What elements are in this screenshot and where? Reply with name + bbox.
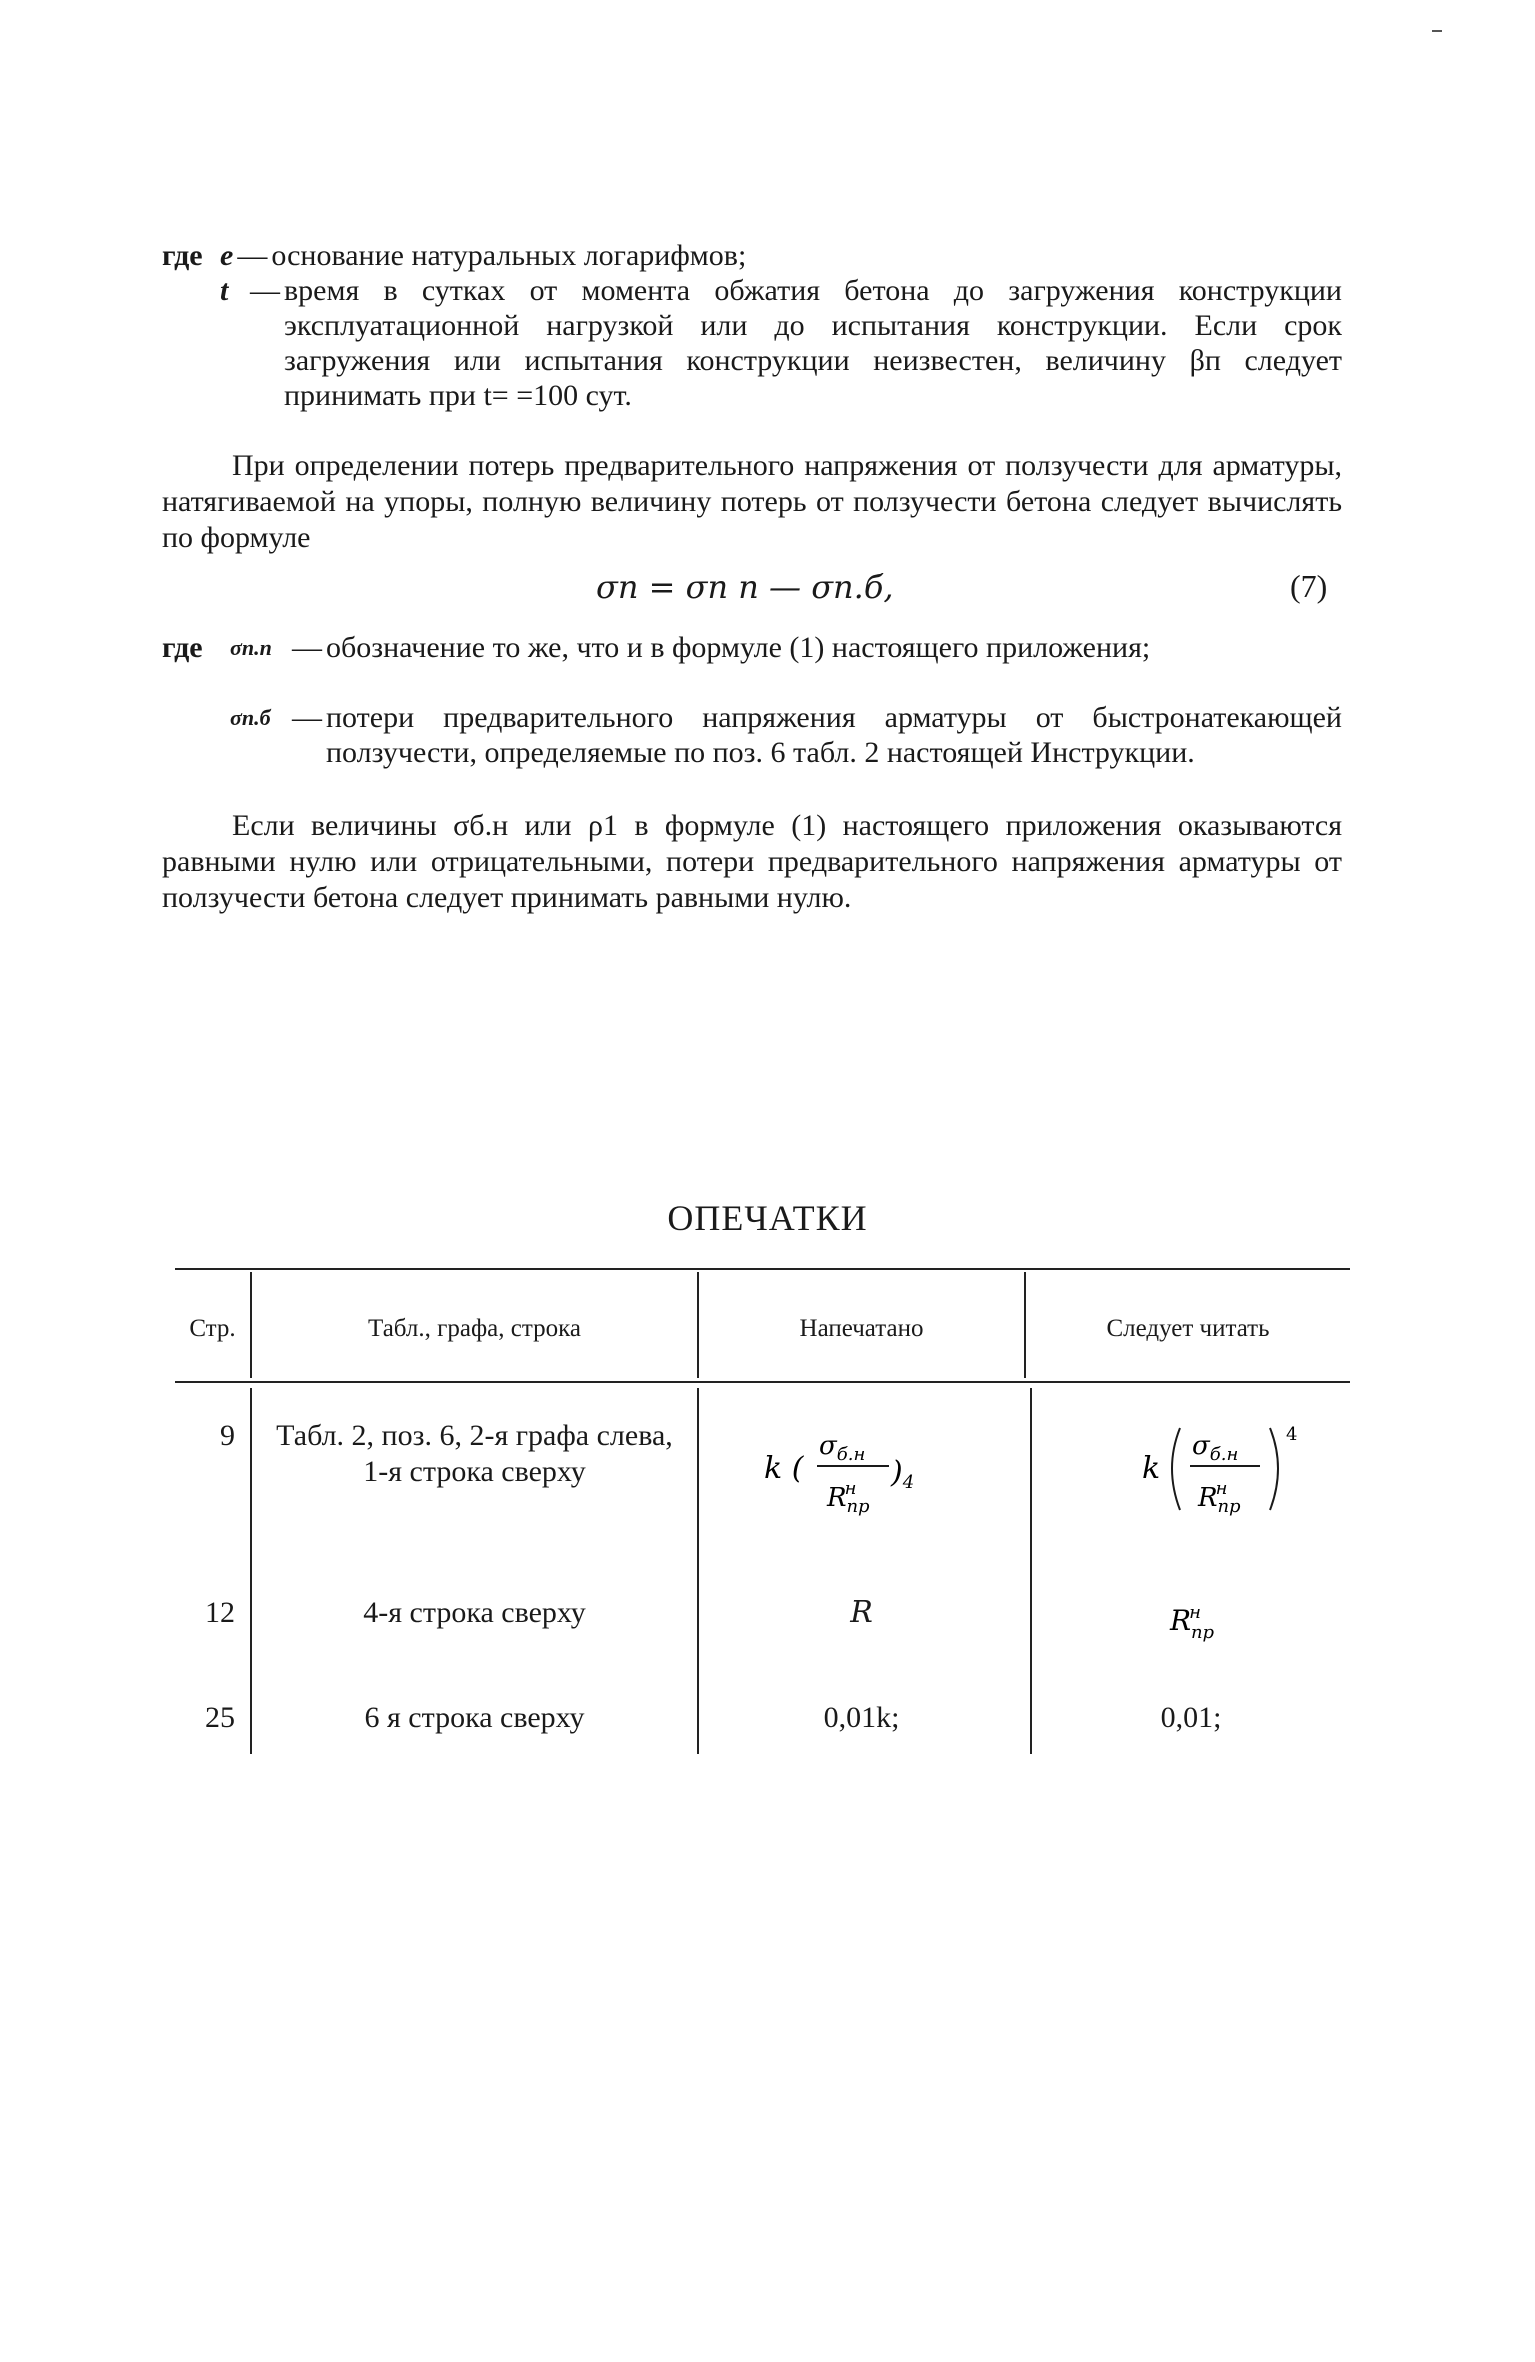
errata-title: ОПЕЧАТКИ xyxy=(667,1198,868,1238)
symbol-e: e xyxy=(220,239,234,272)
where-lead: где xyxy=(162,239,203,272)
header-page: Стр. xyxy=(189,1315,236,1342)
row-page: 25 xyxy=(205,1701,235,1734)
should-read-formula-drawing xyxy=(1032,1410,1350,1530)
where-e-definition xyxy=(162,238,1342,273)
row-printed-formula xyxy=(699,1410,1024,1530)
where-t-definition xyxy=(220,273,1342,413)
row-printed: R xyxy=(850,1595,873,1630)
printed-formula-drawing xyxy=(699,1410,1024,1530)
definition-text: время в сутках от момента обжатия бетона до загружения конструкции эксплуатационной нагрузкой или до испытания конструкции. Если срок загружения или испытания конструкции неизвестен, величину βп следует принимать при t= =100 сут. xyxy=(284,274,1342,412)
corner-mark xyxy=(1432,30,1442,32)
svg-text:k: k xyxy=(1142,1451,1161,1486)
symbol-t: t xyxy=(220,274,229,307)
row-should-read-formula xyxy=(1032,1410,1350,1530)
should-read-r-drawing xyxy=(1032,1588,1350,1648)
paragraph-zero-losses: Если величины σб.н или ρ1 в формуле (1) настоящего приложения оказываются равными нулю или отрицательными, потери предварительного напряжения арматуры от ползучести бетона следует принимать равными нулю. xyxy=(162,809,1342,914)
row-page: 12 xyxy=(205,1596,235,1629)
svg-text:k (: k ( xyxy=(764,1451,804,1486)
table-top-rule xyxy=(175,1268,1350,1270)
header-printed: Напечатано xyxy=(799,1315,924,1342)
row-location: 6 я строка сверху xyxy=(364,1701,585,1734)
definition-text: обозначение то же, что и в формуле (1) настоящего приложения; xyxy=(326,631,1151,664)
svg-text:σб.н: $\sigma_{б.н}$ xyxy=(819,1431,866,1465)
definition-text: основание натуральных логарифмов; xyxy=(271,239,747,272)
svg-text:4: 4 xyxy=(1286,1424,1298,1445)
row-page: 9 xyxy=(220,1419,235,1452)
header-should-read: Следует читать xyxy=(1106,1315,1270,1342)
row-printed: 0,01k; xyxy=(823,1701,900,1734)
svg-text:)4: )$_4$ xyxy=(891,1455,915,1493)
symbol-sigma-pb: σп.б xyxy=(230,705,271,730)
row-location: 4-я строка сверху xyxy=(363,1596,586,1629)
symbol-sigma-pp: σп.п xyxy=(230,635,272,660)
definition-text: потери предварительного напряжения арматуры от быстронатекающей ползучести, определяемые по поз. 6 табл. 2 настоящей Инструкции. xyxy=(326,701,1342,769)
dash: — xyxy=(237,239,268,272)
svg-text:Rнпр: Rн пр xyxy=(1170,1602,1215,1643)
dash: — xyxy=(292,631,322,664)
where-sigma-pp xyxy=(162,630,1342,665)
column-divider xyxy=(250,1388,252,1754)
svg-text:Rнпр: Rн пр xyxy=(1198,1478,1241,1517)
formula-number: (7) xyxy=(1290,568,1328,604)
where-sigma-pb xyxy=(230,700,1342,770)
where-lead: где xyxy=(162,631,203,664)
paragraph-creep-losses: При определении потерь предварительного напряжения от ползучести для арматуры, натягиваемой на упоры, полную величину потерь от ползучести бетона следует вычислять по формуле xyxy=(162,449,1342,554)
header-location: Табл., графа, строка xyxy=(368,1315,581,1342)
dash: — xyxy=(292,701,322,734)
table-header-rule xyxy=(175,1381,1350,1383)
row-location: Табл. 2, поз. 6, 2-я графа слева, 1-я строка сверху xyxy=(276,1419,673,1488)
formula-7: σп = σп п — σп.б, xyxy=(596,568,894,606)
row-should-read: 0,01; xyxy=(1160,1701,1222,1734)
svg-text:Rнпр: Rн пр xyxy=(827,1478,870,1517)
row-should-read-formula xyxy=(1032,1588,1350,1648)
svg-text:σб.н: $\sigma_{б.н}$ xyxy=(1192,1431,1239,1465)
dash: — xyxy=(250,274,280,307)
